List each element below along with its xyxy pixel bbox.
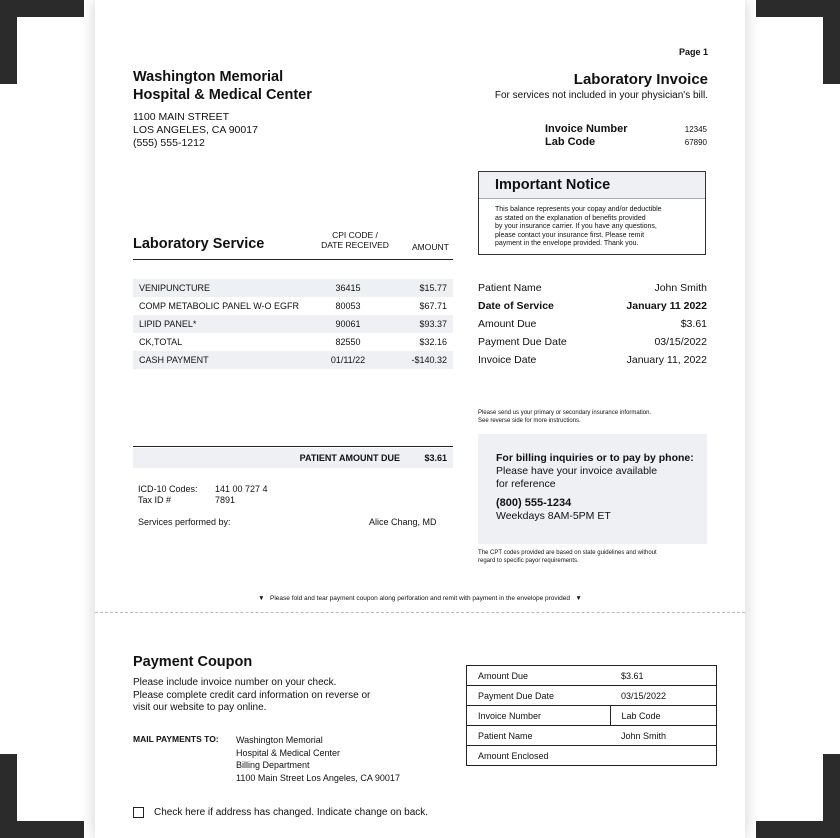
fold-instruction: ▼ Please fold and tear payment coupon along perforation and remit with payment in the envelope provided ▼ (258, 595, 582, 602)
patient-info (478, 279, 707, 369)
billing-heading: For billing inquiries or to pay by phone: (496, 452, 694, 464)
coupon-instructions: Please include invoice number on your check. Please complete credit card information on reverse or visit our website to pay online. (133, 677, 371, 713)
corner-mark-br-h (756, 821, 840, 838)
notice-title: Important Notice (479, 172, 705, 199)
table-row: COMP METABOLIC PANEL W-O EGFR 80053 $67.71 (139, 301, 447, 311)
table-row: Payment Due Date 03/15/2022 (467, 686, 717, 706)
services-title: Laboratory Service (133, 236, 265, 252)
column-header-code: CPI CODE / DATE RECEIVED (321, 230, 389, 250)
notice-body: This balance represents your copay and/or deductible as stated on the explanation of benefits provided by your insurance carrier. If you have any questions, please contact your insurance first. Please remit payment in the envelope provided. Thank you. (495, 206, 662, 247)
billing-hours: Weekdays 8AM-5PM ET (496, 510, 611, 522)
invoice-date-row: Invoice Date January 11, 2022 (478, 354, 707, 366)
invoice-title: Laboratory Invoice (573, 71, 708, 88)
corner-mark-bl-h (0, 821, 84, 838)
column-header-amount: AMOUNT (412, 242, 449, 252)
arrow-down-icon: ▼ (258, 595, 265, 602)
patient-name-row: Patient Name John Smith (478, 282, 707, 294)
table-row: CASH PAYMENT 01/11/22 -$140.32 (133, 351, 453, 369)
amount-due-value: $3.61 (424, 453, 447, 463)
services-table (133, 279, 453, 369)
date-of-service-row: Date of Service January 11 2022 (478, 300, 707, 312)
billing-line: Please have your invoice available (496, 465, 658, 477)
table-row: VENIPUNCTURE 36415 $15.77 (133, 279, 453, 297)
coupon-title: Payment Coupon (133, 654, 253, 670)
address-change (133, 807, 428, 818)
address-change-checkbox[interactable] (133, 807, 144, 818)
performed-by-value: Alice Chang, MD (369, 517, 437, 527)
corner-mark-tl-h (0, 0, 84, 17)
invoice-subtitle: For services not included in your physician's bill. (494, 90, 708, 101)
services-divider (133, 259, 453, 260)
billing-inquiries-box (478, 434, 707, 544)
hospital-name: Washington Memorial Hospital & Medical Center (133, 69, 312, 103)
table-row: LIPID PANEL* 90061 $93.37 (133, 315, 453, 333)
corner-mark-tr-h (756, 0, 840, 17)
amount-due-row: Amount Due $3.61 (478, 318, 707, 330)
amount-enclosed-field[interactable] (610, 746, 717, 766)
amount-due-label: PATIENT AMOUNT DUE (299, 453, 400, 463)
table-row: Amount Due $3.61 (467, 666, 717, 686)
lab-code-label: Lab Code (545, 136, 596, 148)
table-row: Amount Enclosed (467, 746, 717, 766)
page-number: Page 1 (678, 47, 708, 57)
codes-block: ICD-10 Codes: 141 00 727 4 Tax ID # 7891 (138, 484, 268, 505)
patient-amount-due (133, 448, 453, 468)
table-row: CK,TOTAL 82550 $32.16 (139, 337, 447, 347)
invoice-meta (545, 123, 707, 149)
billing-line: for reference (496, 478, 556, 490)
payment-due-date-row: Payment Due Date 03/15/2022 (478, 336, 707, 348)
important-notice (478, 171, 706, 255)
address-change-label: Check here if address has changed. Indicate change on back. (154, 807, 429, 818)
hospital-address: 1100 MAIN STREET LOS ANGELES, CA 90017 (555) 555-1212 (133, 111, 258, 149)
insurance-note: Please send us your primary or secondary insurance information. See reverse side for more instructions. (478, 410, 652, 424)
invoice-number-value: 12345 (684, 125, 707, 134)
arrow-down-icon: ▼ (575, 595, 582, 602)
mail-payments-label: MAIL PAYMENTS TO: (133, 734, 219, 744)
table-row: Invoice Number Lab Code (467, 706, 717, 726)
table-row: Patient Name John Smith (467, 726, 717, 746)
performed-by-label: Services performed by: (138, 517, 231, 527)
coupon-table (466, 665, 717, 766)
perforation-line (95, 612, 745, 613)
cpt-note: The CPT codes provided are based on state guidelines and without regard to specific payor requirements. (478, 550, 657, 564)
mail-payments-address: Washington Memorial Hospital & Medical Center Billing Department 1100 Main Street Los Angeles, CA 90017 (236, 735, 400, 783)
lab-code-value: 67890 (684, 138, 707, 147)
billing-phone[interactable]: (800) 555-1234 (496, 497, 572, 509)
invoice-page (95, 0, 745, 838)
invoice-number-label: Invoice Number (545, 123, 628, 135)
